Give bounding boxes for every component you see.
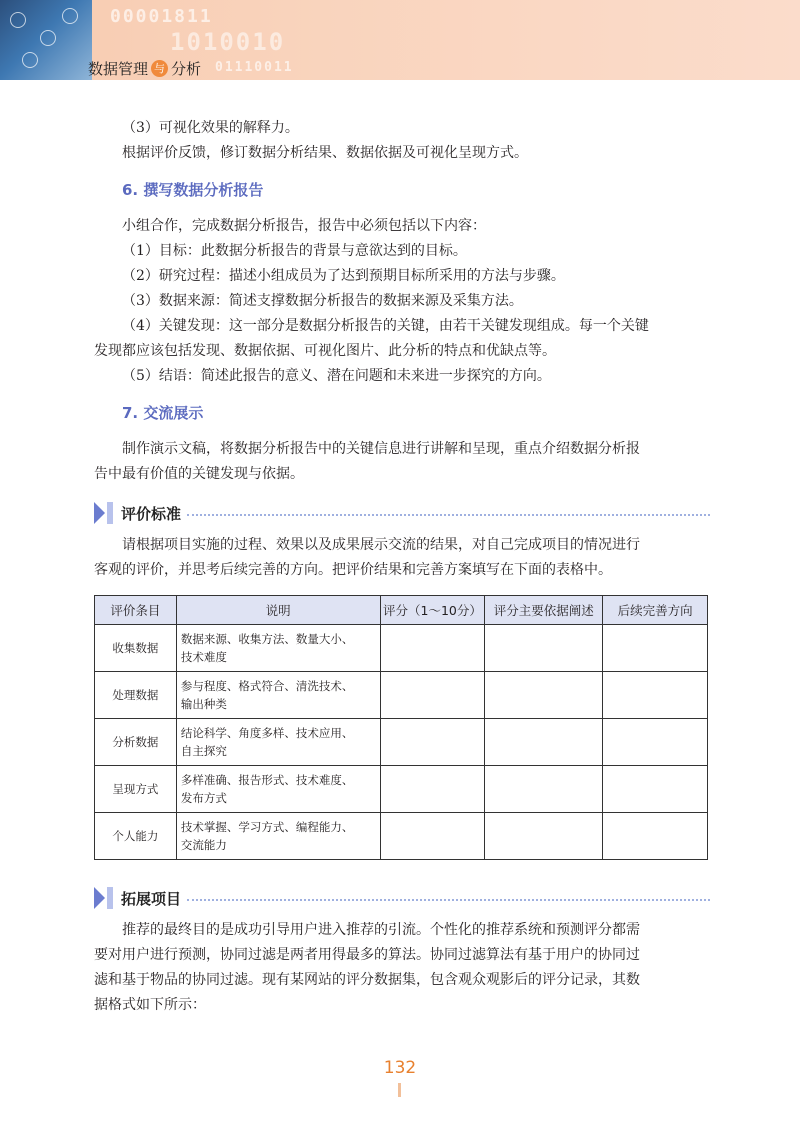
table-header-cell: 评分（1～10分） [380,596,485,625]
table-row [95,672,708,719]
score-cell[interactable] [380,672,485,719]
book-title-connector: 与 [151,60,168,77]
improvement-cell[interactable] [603,766,708,813]
paragraph-line: 发现都应该包括发现、数据依据、可视化图片、此分析的特点和优缺点等。 [94,343,556,359]
paragraph-line: 客观的评价，并思考后续完善的方向。把评价结果和完善方案填写在下面的表格中。 [94,562,612,578]
description-line: 参与程度、格式符合、清洗技术、 [180,679,354,693]
description-line: 输出种类 [180,697,227,711]
table-header-cell: 评分主要依据阐述 [485,596,603,625]
basis-cell[interactable] [485,813,603,860]
network-node-icon [40,30,56,46]
description-line: 技术难度 [180,650,227,664]
improvement-cell[interactable] [603,719,708,766]
description-cell [176,672,380,719]
description-line: 自主探究 [180,744,227,758]
score-cell[interactable] [380,719,485,766]
improvement-cell[interactable] [603,672,708,719]
evaluation-banner [94,501,710,525]
dotted-divider [187,899,710,901]
item-cell: 收集数据 [95,625,177,672]
page-number-mark [398,1083,401,1097]
network-node-icon [10,12,26,28]
book-title-part2: 分析 [171,59,202,78]
table-row [95,813,708,860]
table-header-row [95,596,708,625]
basis-cell[interactable] [485,719,603,766]
paragraph-line: （4）关键发现：这一部分是数据分析报告的关键，由若干关键发现组成。每一个关键 [122,318,649,334]
table-row [95,719,708,766]
improvement-cell[interactable] [603,625,708,672]
paragraph-line: （3）数据来源：简述支撑数据分析报告的数据来源及采集方法。 [122,293,523,309]
basis-cell[interactable] [485,672,603,719]
header-tech-image [0,0,92,80]
improvement-cell[interactable] [603,813,708,860]
table-row [95,625,708,672]
item-cell: 分析数据 [95,719,177,766]
network-node-icon [62,8,78,24]
paragraph-line: 据格式如下所示： [94,997,206,1013]
table-row [95,766,708,813]
paragraph-line: 要对用户进行预测，协同过滤是两者用得最多的算法。协同过滤算法有基于用户的协同过 [94,947,640,963]
binary-decoration: 01110011 [215,60,294,75]
item-cell: 呈现方式 [95,766,177,813]
table-header-cell: 后续完善方向 [603,596,708,625]
binary-decoration: 1010010 [170,28,286,56]
page-content [94,116,710,1018]
description-cell [176,813,380,860]
score-cell[interactable] [380,766,485,813]
paragraph-line: 请根据项目实施的过程、效果以及成果展示交流的结果，对自己完成项目的情况进行 [122,537,640,553]
paragraph-line: 根据评价反馈，修订数据分析结果、数据依据及可视化呈现方式。 [122,145,528,161]
network-node-icon [22,52,38,68]
book-title [88,57,201,79]
page-header [0,0,800,80]
table-header-cell: 说明 [176,596,380,625]
evaluation-banner-label: 评价标准 [121,504,182,523]
paragraph-line: （5）结语：简述此报告的意义、潜在问题和未来进一步探究的方向。 [122,368,551,384]
description-line: 多样准确、报告形式、技术难度、 [180,773,354,787]
banner-bar [107,887,113,909]
arrow-icon [94,502,105,524]
paragraph-line: 制作演示文稿，将数据分析报告中的关键信息进行讲解和呈现，重点介绍数据分析报 [122,441,640,457]
score-cell[interactable] [380,813,485,860]
paragraph-line: （2）研究过程：描述小组成员为了达到预期目标所采用的方法与步骤。 [122,268,565,284]
score-cell[interactable] [380,625,485,672]
description-line: 数据来源、收集方法、数量大小、 [180,632,354,646]
book-title-part1: 数据管理 [88,59,149,78]
basis-cell[interactable] [485,766,603,813]
description-line: 结论科学、角度多样、技术应用、 [180,726,354,740]
item-cell: 个人能力 [95,813,177,860]
extension-banner [94,886,710,910]
basis-cell[interactable] [485,625,603,672]
table-header-cell: 评价条目 [95,596,177,625]
dotted-divider [187,514,710,516]
description-line: 交流能力 [180,838,227,852]
binary-decoration: 00001811 [110,6,213,27]
description-cell [176,719,380,766]
paragraph-line: 推荐的最终目的是成功引导用户进入推荐的引流。个性化的推荐系统和预测评分都需 [122,922,640,938]
page-number: 132 [383,1058,417,1078]
description-line: 发布方式 [180,791,227,805]
item-cell: 处理数据 [95,672,177,719]
section-7-title: 7. 交流展示 [122,404,204,422]
banner-bar [107,502,113,524]
description-cell [176,625,380,672]
evaluation-table [94,595,708,860]
paragraph-line: （1）目标：此数据分析报告的背景与意欲达到的目标。 [122,243,467,259]
description-cell [176,766,380,813]
description-line: 技术掌握、学习方式、编程能力、 [180,820,354,834]
section-6-title: 6. 撰写数据分析报告 [122,181,264,199]
paragraph-line: （3）可视化效果的解释力。 [122,120,299,136]
paragraph-line: 滤和基于物品的协同过滤。现有某网站的评分数据集，包含观众观影后的评分记录，其数 [94,972,640,988]
arrow-icon [94,887,105,909]
paragraph-line: 小组合作，完成数据分析报告，报告中必须包括以下内容： [122,218,486,234]
paragraph-line: 告中最有价值的关键发现与依据。 [94,466,304,482]
extension-banner-label: 拓展项目 [121,889,182,908]
